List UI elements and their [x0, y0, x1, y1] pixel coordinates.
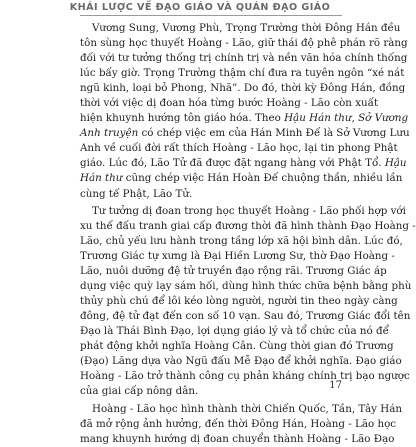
text-line: mang khuynh hướng dị đoan chuyển thành Hoàng - Lão Đạo: [80, 432, 395, 445]
text-line: thời với việc dị đoan hóa từng bước Hoàng - Lão còn xuất: [80, 97, 379, 110]
book-title-italic: Hậu Hán thư, Sở Vương: [284, 112, 409, 125]
text-line: dụng việc quỳ lạy sám hối, dùng hình thức chữa bệnh bằng phù: [80, 279, 412, 292]
text-line: Vương Sung, Vương Phù, Trọng Trường thời Đông Hán đều: [92, 22, 401, 34]
text-line: lúc bấy giờ. Trọng Trường thậm chí đưa ra tuyên ngôn “xé nát: [80, 67, 405, 80]
text-line: thủy phù chú để lôi kéo lòng người, người tin theo ngày càng: [80, 295, 398, 308]
page-number: 17: [329, 380, 342, 391]
book-title-italic: Hán thư: [80, 172, 123, 185]
text-run: cũng chép việc Hán Hoàn Đế chuộng thần, nhiều lần: [122, 172, 403, 185]
text-line: phát động khởi nghĩa Hoàng Cân. Cùng thời gian đó Trương: [80, 340, 394, 353]
text-line: đối với tư tưởng thống trị chính trị và nền văn hóa chính thống: [80, 52, 408, 65]
text-line: Hoàng - Lão trở thành công cụ phản kháng chính trị bạo ngược: [80, 370, 410, 383]
book-title-italic: Hậu: [384, 157, 407, 170]
text-line: [80, 126, 410, 141]
book-title-italic: Anh truyện: [80, 127, 139, 140]
paragraph-1: [80, 21, 410, 202]
running-header: [0, 0, 400, 14]
text-line: Tư tưởng dị đoan trong học thuyết Hoàng - Lão phối hợp với: [92, 204, 406, 217]
text-line: xu thế đấu tranh giai cấp đương thời đã hình thành Đạo Hoàng -: [80, 219, 416, 232]
text-line: đông, đệ tử đạt đến con số 10 vạn. Sau đó, Trương Giác đổi tên: [80, 310, 411, 323]
text-line: [80, 171, 403, 186]
text-run: có chép việc em của Hán Minh Đế là Sở Vương Lưu: [138, 127, 410, 140]
paragraph-2: [80, 204, 416, 400]
text-line: Anh về cuối đời rất thích Hoàng - Lão học, lại tin phong Phật: [80, 142, 398, 155]
text-line: đã mở rộng ảnh hưởng, đến thời Đông Hán, Hoàng - Lão học: [80, 417, 397, 430]
text-line: ngũ kinh, loại bỏ Phong, Nhã”. Do đó, thời kỳ Đông Hán, đồng: [80, 82, 406, 95]
text-line: Trương Giác tự xưng là Đại Hiền Lương Sư, thờ Đạo Hoàng -: [80, 249, 395, 262]
text-line: Lão, nuôi dưỡng đệ tử truyền đạo rộng rãi. Trương Giác áp: [80, 264, 387, 277]
paragraph-3: [80, 402, 402, 447]
text-run: giáo. Lúc đó, Lão Tử đã được đặt ngang hàng với Phật Tổ.: [80, 157, 382, 170]
text-line: [80, 156, 407, 171]
page-body: [80, 21, 416, 447]
header-rule: [80, 15, 342, 16]
text-line: của giai cấp nông dân.: [80, 385, 199, 398]
text-line: Đạo là Thái Bình Đạo, lợi dụng giáo lý và tổ chức của nó để: [80, 325, 389, 338]
text-line: Hoàng - Lão học hình thành thời Chiến Quốc, Tần, Tây Hán: [92, 402, 402, 415]
text-line: tôn sùng học thuyết Hoàng - Lão, giữ thái độ phê phán rõ ràng: [80, 37, 408, 50]
header-title: KHÁI LƯỢC VỀ ĐẠO GIÁO VÀ QUÁN ĐẠO GIÁO: [69, 1, 331, 13]
text-line: cùng tế Phật, Lão Tử.: [80, 187, 193, 200]
text-line: Lão, chủ yếu lưu hành trong tầng lớp xã hội bình dân. Lúc đó,: [80, 234, 403, 247]
text-line: [80, 111, 409, 126]
text-run: hiện khuynh hướng tôn giáo hóa. Theo: [80, 112, 281, 125]
text-line: (Đạo) Lăng dựa vào Ngũ đấu Mễ Đạo để khởi nghĩa. Đạo giáo: [80, 355, 402, 368]
